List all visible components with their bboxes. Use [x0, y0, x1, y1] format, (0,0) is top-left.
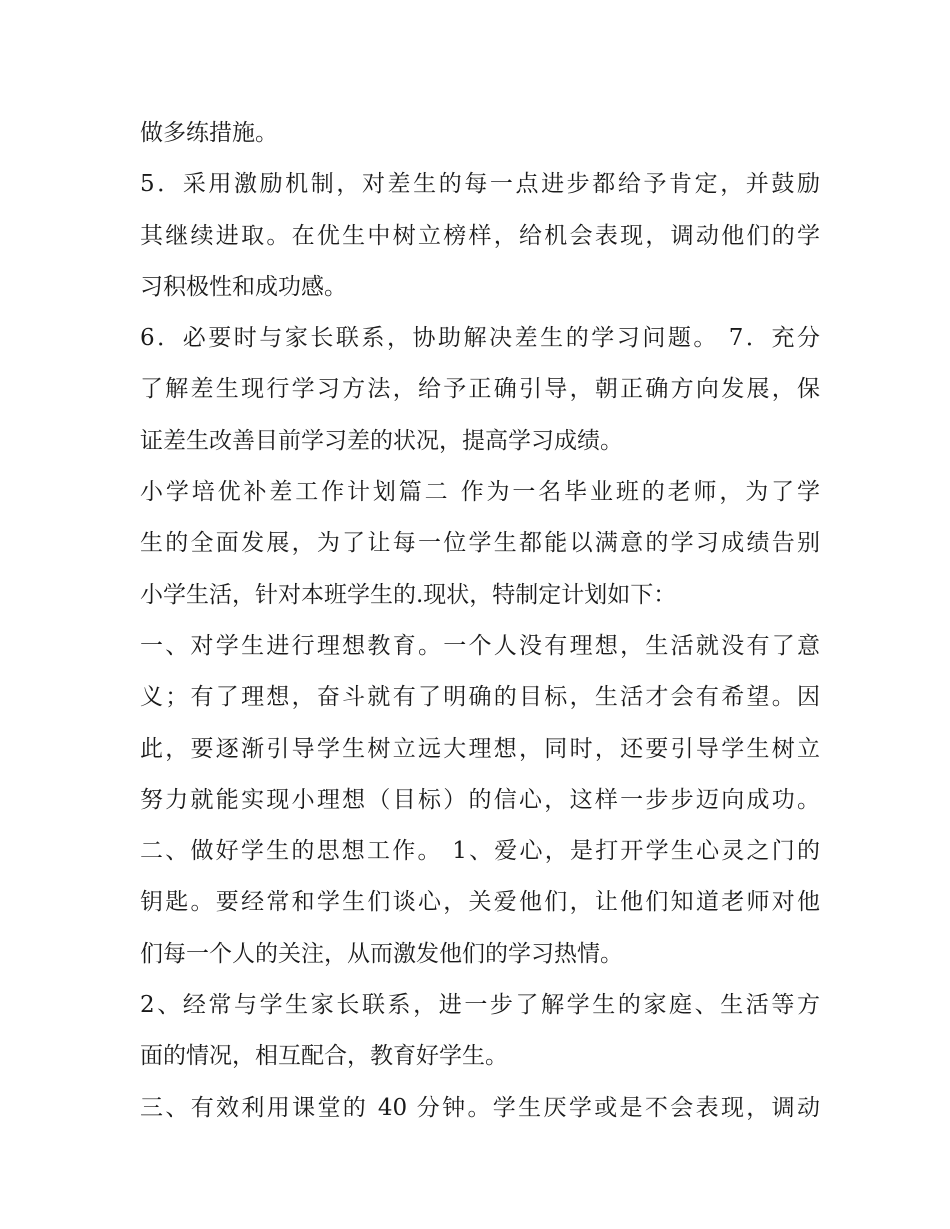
text-line: 其继续进取。在优生中树立榜样，给机会表现，调动他们的学 — [140, 222, 820, 249]
text-line: 面的情况，相互配合，教育好学生。 — [140, 1043, 508, 1070]
text-line: 小学生活，针对本班学生的.现状，特制定计划如下： — [140, 581, 677, 608]
text-line: 证差生改善目前学习差的状况，提高学习成绩。 — [140, 427, 623, 454]
text-line: 6．必要时与家长联系，协助解决差生的学习问题。 7．充分 — [140, 325, 820, 352]
text-line: 5．采用激励机制，对差生的每一点进步都给予肯定，并鼓励 — [140, 171, 820, 198]
text-line: 努力就能实现小理想（目标）的信心，这样一步步迈向成功。 — [140, 786, 820, 813]
text-line: 生的全面发展，为了让每一位学生都能以满意的学习成绩告别 — [140, 530, 820, 557]
text-line: 钥匙。要经常和学生们谈心，关爱他们，让他们知道老师对他 — [140, 889, 820, 916]
text-line: 义；有了理想，奋斗就有了明确的目标，生活才会有希望。因 — [140, 684, 820, 711]
document-body — [140, 108, 820, 1134]
text-line: 此，要逐渐引导学生树立远大理想，同时，还要引导学生树立 — [140, 735, 820, 762]
text-line: 习积极性和成功感。 — [140, 273, 347, 300]
text-line: 三、有效利用课堂的 40 分钟。学生厌学或是不会表现，调动 — [140, 1094, 820, 1121]
text-line: 了解差生现行学习方法，给予正确引导，朝正确方向发展，保 — [140, 376, 820, 403]
text-line: 2、经常与学生家长联系，进一步了解学生的家庭、生活等方 — [140, 992, 820, 1019]
text-line: 一、对学生进行理想教育。一个人没有理想，生活就没有了意 — [140, 632, 820, 659]
text-line: 小学培优补差工作计划篇二 作为一名毕业班的老师，为了学 — [140, 479, 820, 506]
text-line: 二、做好学生的思想工作。 1、爱心，是打开学生心灵之门的 — [140, 838, 820, 865]
text-line: 做多练措施。 — [140, 120, 278, 146]
text-line: 们每一个人的关注，从而激发他们的学习热情。 — [140, 940, 623, 967]
